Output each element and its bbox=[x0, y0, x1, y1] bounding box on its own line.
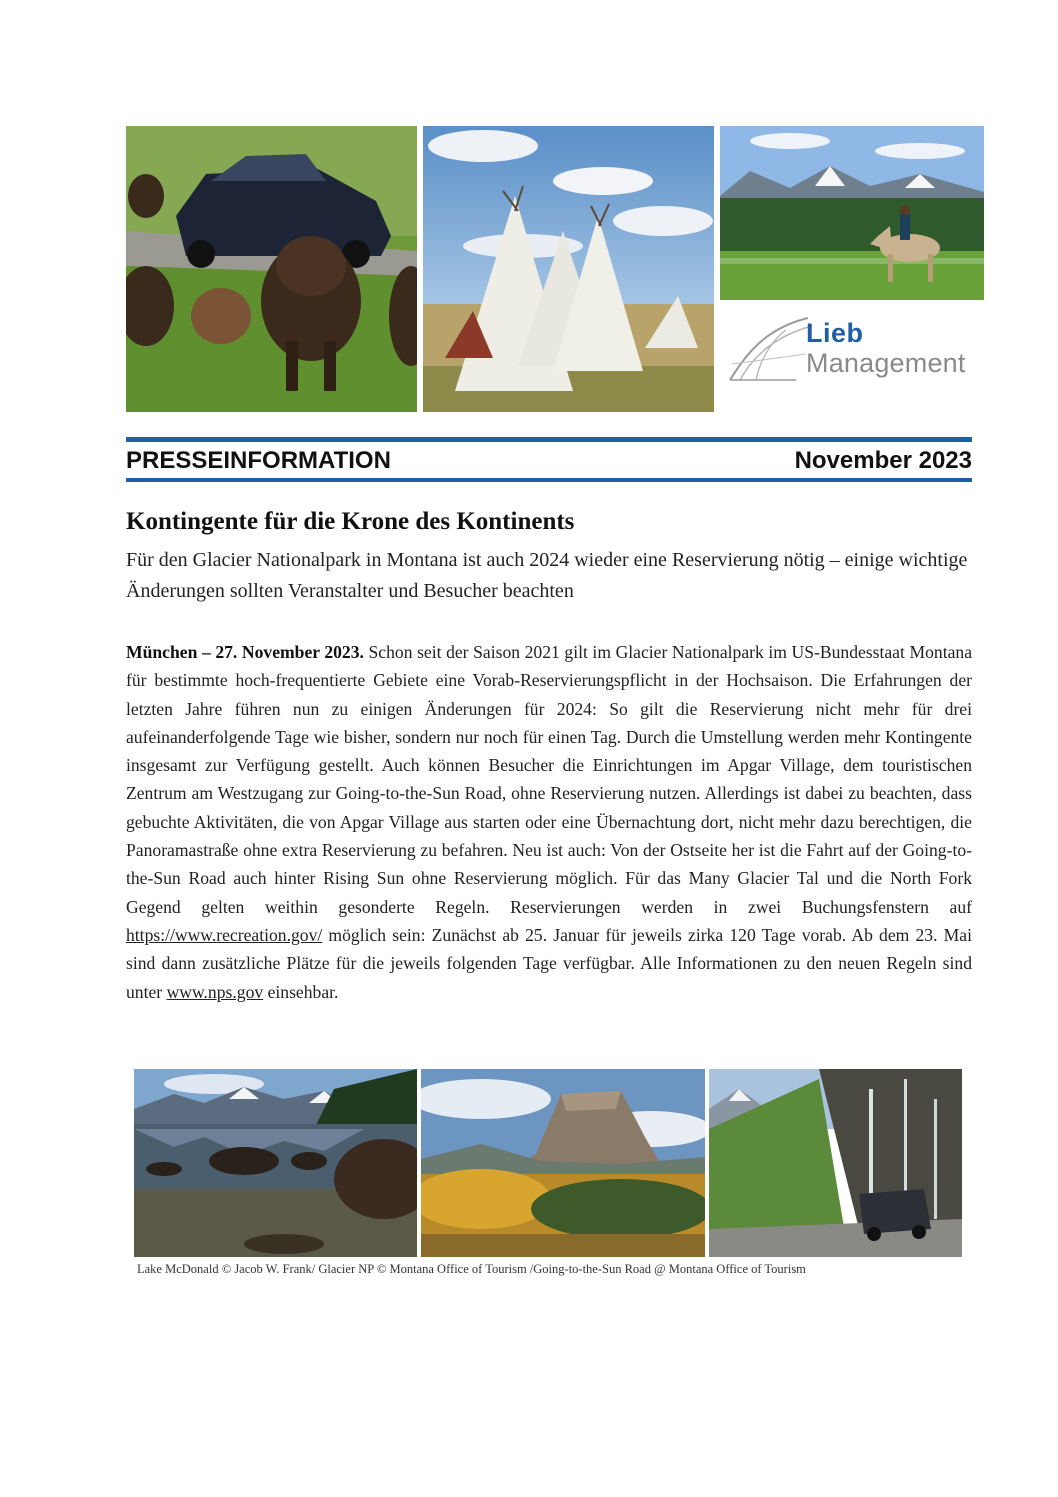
press-label: PRESSEINFORMATION bbox=[126, 447, 391, 474]
lake-mcdonald-photo bbox=[134, 1069, 417, 1257]
recreation-gov-link[interactable]: https://www.recreation.gov/ bbox=[126, 924, 323, 945]
article-body bbox=[126, 638, 972, 1006]
logo-text-lieb: Lieb bbox=[806, 318, 864, 348]
logo-swoosh-icon bbox=[726, 314, 816, 384]
article-dateline: München – 27. November 2023. bbox=[126, 642, 364, 662]
article-body-text-1: Schon seit der Saison 2021 gilt im Glacier Nationalpark im US-Bundesstaat Montana für bestimmte hoch-frequentierte Gebiete eine Vorab-Reservierungspflicht in der Hochsaison. Die Erfahrungen der letzten Jahre führen nun zu einigen Änderungen für 2024: So gilt die Reservierung nicht mehr für drei aufeinanderfolgende Tage wie bisher, sondern nur noch für einen Tag. Durch die Umstellung werden mehr Kontingente insgesamt zur Verfügung gestellt. Auch können Besucher die Einrichtungen im Apgar Village, dem touristischen Zentrum am Westzugang zur Going-to-the-Sun Road, ohne Reservierung nutzen. Allerdings ist dabei zu beachten, dass gebuchte Aktivitäten, die von Apgar Village aus starten oder eine Übernachtung dort, nicht mehr dazu berechtigen, die Panoramastraße ohne extra Reservierung zu befahren. Neu ist auch: Von der Ostseite her ist die Fahrt auf der Going-to-the-Sun Road auch hinter Rising Sun ohne Reservierung möglich. Für das Many Glacier Tal und die North Fork Gegend gelten weithin gesonderte Regeln. Reservierungen werden in zwei Buchungsfenstern auf bbox=[126, 642, 973, 917]
chief-mountain-photo bbox=[421, 1069, 705, 1257]
logo-text-management: Management bbox=[806, 348, 966, 378]
article-headline: Kontingente für die Krone des Kontinents bbox=[126, 508, 575, 535]
lieb-management-logo bbox=[726, 312, 982, 392]
header-rule-bottom bbox=[126, 478, 972, 482]
article-body-text-3: einsehbar. bbox=[263, 981, 339, 1002]
tipi-prairie-photo bbox=[423, 126, 714, 412]
photo-caption: Lake McDonald © Jacob W. Frank/ Glacier NP © Montana Office of Tourism /Going-to-the-Sun Road @ Montana Office of Tourism bbox=[137, 1262, 806, 1276]
press-date: November 2023 bbox=[794, 447, 972, 474]
article-body-text-2: möglich sein: Zunächst ab 25. Januar für jeweils zirka 120 Tage vorab. Ab dem 23. Mai sind dann zusätzliche Plätze für die jeweils folgenden Tage verfügbar. Alle Informationen zu den neuen Regeln sind unter bbox=[126, 924, 972, 1002]
nps-gov-link[interactable]: www.nps.gov bbox=[166, 981, 264, 1002]
going-to-the-sun-road-photo bbox=[709, 1069, 962, 1257]
article-subhead: Für den Glacier Nationalpark in Montana ist auch 2024 wieder eine Reservierung nötig – einige wichtige Änderungen sollten Veranstalter und Besucher beachten bbox=[126, 549, 968, 602]
bison-convertible-photo bbox=[126, 126, 417, 412]
header-rule-top bbox=[126, 437, 972, 442]
horse-rider-meadow-photo bbox=[720, 126, 984, 300]
